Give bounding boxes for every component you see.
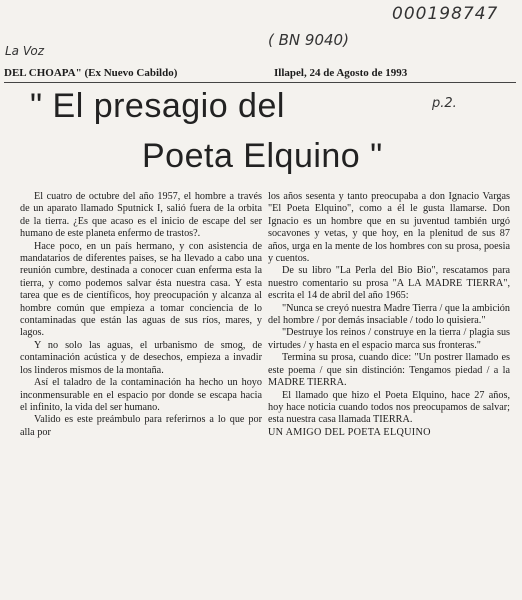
paragraph: Y no solo las aguas, el urbanismo de smog, de contaminación acústica y de desechos, empieza a invadir los linderos mismos de la montaña. (20, 339, 262, 376)
signature: UN AMIGO DEL POETA ELQUINO (268, 426, 431, 438)
headline-line-2: Poeta Elquino " (142, 137, 383, 175)
handwritten-source-note: La Voz (5, 44, 44, 58)
top-rule (4, 82, 516, 83)
article-column-right (268, 191, 510, 439)
handwritten-page-note: p.2. (432, 96, 457, 111)
paragraph: Valido es este preámbulo para referirnos a lo que por alla por (20, 414, 262, 438)
article-column-left (20, 191, 262, 439)
handwritten-archive-code: 000198747 (392, 4, 499, 24)
paragraph: El llamado que hizo el Poeta Elquino, hace 27 años, hoy hace noticia cuando todos nos preocupamos de salvar; esta nuestra casa llamada TIERRA. (268, 389, 510, 426)
paragraph: "Nunca se creyó nuestra Madre Tierra / que la ambición del hombre / por demás insaciable / todo lo quisiera." (268, 302, 510, 327)
paragraph: El cuatro de octubre del año 1957, el hombre a través de un aparato llamado Sputnick I, salió fuera de la orbita de la tierra. ¿Es que acaso es el inicio de escape del ser humano de este planeta enfermo de trastos?. (20, 191, 262, 240)
handwritten-reference-note: ( BN 9040) (268, 31, 349, 49)
paragraph: Así el taladro de la contaminación ha hecho un hoyo inconmensurable en el espacio por donde se escapa hacia el infinito, la vida del ser humano. (20, 377, 262, 413)
paragraph: "Destruye los reinos / construye en la tierra / plagia sus virtudes / y hasta en el espacio marca sus fronteras." (268, 327, 510, 351)
paragraph: Termina su prosa, cuando dice: "Un postrer llamado es este poema / que sin distinción: Tengamos piedad / a la MADRE TIERRA. (268, 352, 510, 389)
paragraph: los años sesenta y tanto preocupaba a don Ignacio Vargas "El Poeta Elquino", como a él le gusta llamarse. Don Ignacio es un hombre que en su juventud también urgó socavones y vetas, y que hoy, en la plenitud de sus 87 años, urga en la mente de los hombres con su prosa, poesia y cuentos. (268, 191, 510, 265)
paragraph: Hace poco, en un país hermano, y con asistencia de mandatarios de diferentes paises, se ha llevado a cabo una reunión cumbre, destinada a conocer cuan enferma esta la tierra, y como podemos salvar ésta nuestra casa. Y esta tarea que es de científicos, hoy preocupación y alcanza al hombre común que empieza a tomar conciencia de lo contaminadas que están las aguas de sus ríos, mares, y lagos. (20, 240, 262, 339)
paragraph: De su libro "La Perla del Bio Bio", rescatamos para nuestro comentario su prosa "A LA MADRE TIERRA", escrita el 14 de abril del año 1965: (268, 265, 510, 302)
publication-date: Illapel, 24 de Agosto de 1993 (274, 67, 408, 79)
headline-line-1: " El presagio del (30, 87, 285, 125)
newspaper-name: DEL CHOAPA" (Ex Nuevo Cabildo) (4, 67, 178, 79)
